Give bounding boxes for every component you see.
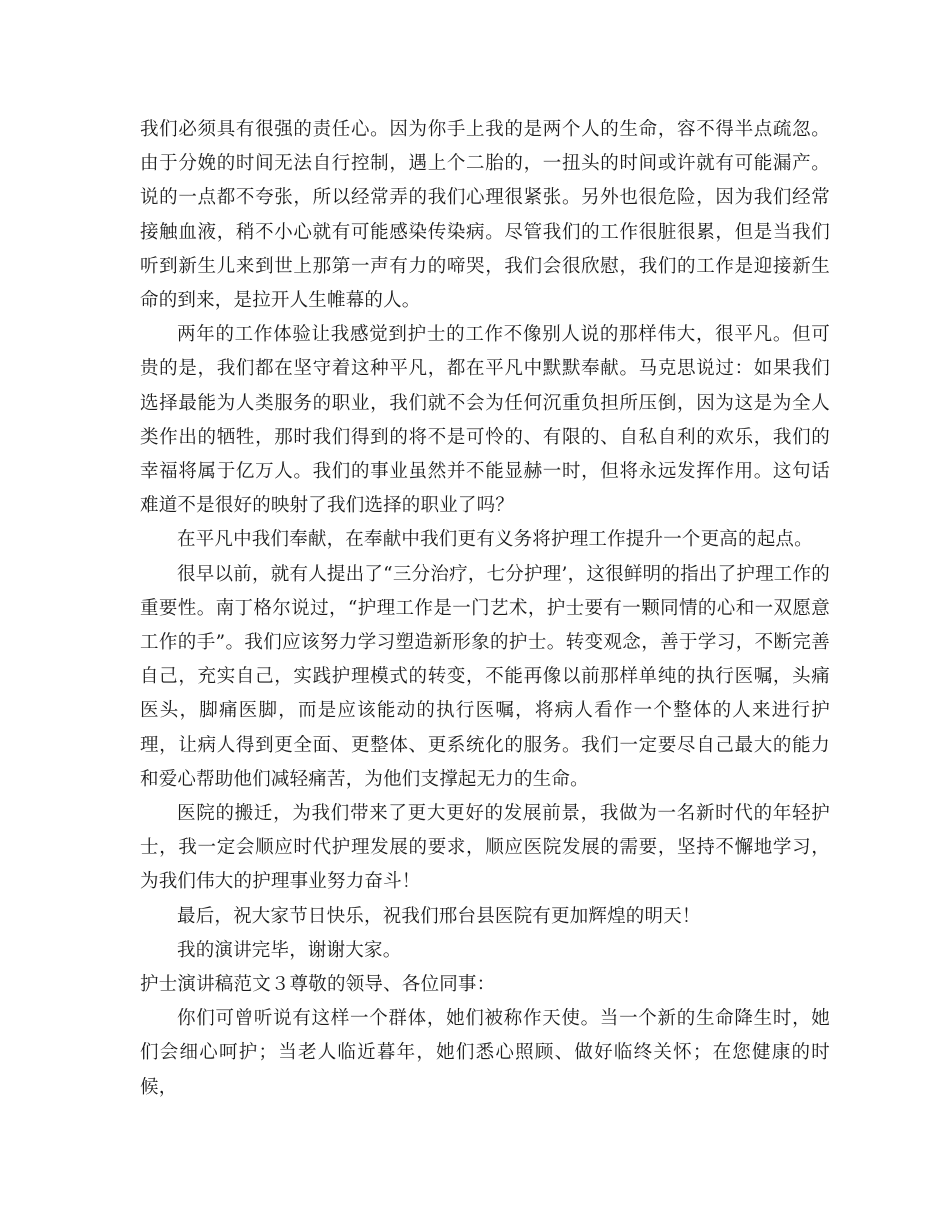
document-body	[140, 113, 830, 1105]
paragraph: 我们必须具有很强的责任心。因为你手上我的是两个人的生命，容不得半点疏忽。由于分娩的时间无法自行控制，遇上个二胎的，一扭头的时间或许就有可能漏产。说的一点都不夸张，所以经常弄的我们心理很紧张。另外也很危险，因为我们经常接触血液，稍不小心就有可能感染传染病。尽管我们的工作很脏很累，但是当我们听到新生儿来到世上那第一声有力的啼哭，我们会很欣慰，我们的工作是迎接新生命的到来，是拉开人生帷幕的人。	[140, 119, 830, 312]
section-heading: 护士演讲稿范文３尊敬的领导、各位同事：	[140, 974, 496, 996]
paragraph: 在平凡中我们奉献，在奉献中我们更有义务将护理工作提升一个更高的起点。	[177, 529, 813, 551]
paragraph: 我的演讲完毕，谢谢大家。	[177, 939, 402, 961]
paragraph: 很早以前，就有人提出了“三分治疗，七分护理’，这很鲜明的指出了护理工作的重要性。南丁格尔说过，“护理工作是一门艺术，护士要有一颗同情的心和一双愿意工作的手”。我们应该努力学习塑造新形象的护士。转变观念，善于学习，不断完善自己，充实自己，实践护理模式的转变，不能再像以前那样单纯的执行医嘱，头痛医头，脚痛医脚，而是应该能动的执行医嘱，将病人看作一个整体的人来进行护理，让病人得到更全面、更整体、更系统化的服务。我们一定要尽自己最大的能力和爱心帮助他们减轻痛苦，为他们支撑起无力的生命。	[140, 563, 830, 790]
paragraph: 你们可曾听说有这样一个群体，她们被称作天使。当一个新的生命降生时，她们会细心呵护；当老人临近暮年，她们悉心照顾、做好临终关怀；在您健康的时候，	[140, 1008, 830, 1098]
paragraph: 最后，祝大家节日快乐，祝我们邢台县医院有更加辉煌的明天！	[177, 905, 701, 927]
paragraph: 医院的搬迁，为我们带来了更大更好的发展前景，我做为一名新时代的年轻护士，我一定会顺应时代护理发展的要求，顺应医院发展的需要，坚持不懈地学习，为我们伟大的护理事业努力奋斗！	[140, 803, 830, 893]
paragraph: 两年的工作体验让我感觉到护士的工作不像别人说的那样伟大，很平凡。但可贵的是，我们都在坚守着这种平凡，都在平凡中默默奉献。马克思说过：如果我们选择最能为人类服务的职业，我们就不会为任何沉重负担所压倒，因为这是为全人类作出的牺牲，那时我们得到的将不是可怜的、有限的、自私自利的欢乐，我们的幸福将属于亿万人。我们的事业虽然并不能显赫一时，但将永远发挥作用。这句话难道不是很好的映射了我们选择的职业了吗？	[140, 324, 830, 517]
